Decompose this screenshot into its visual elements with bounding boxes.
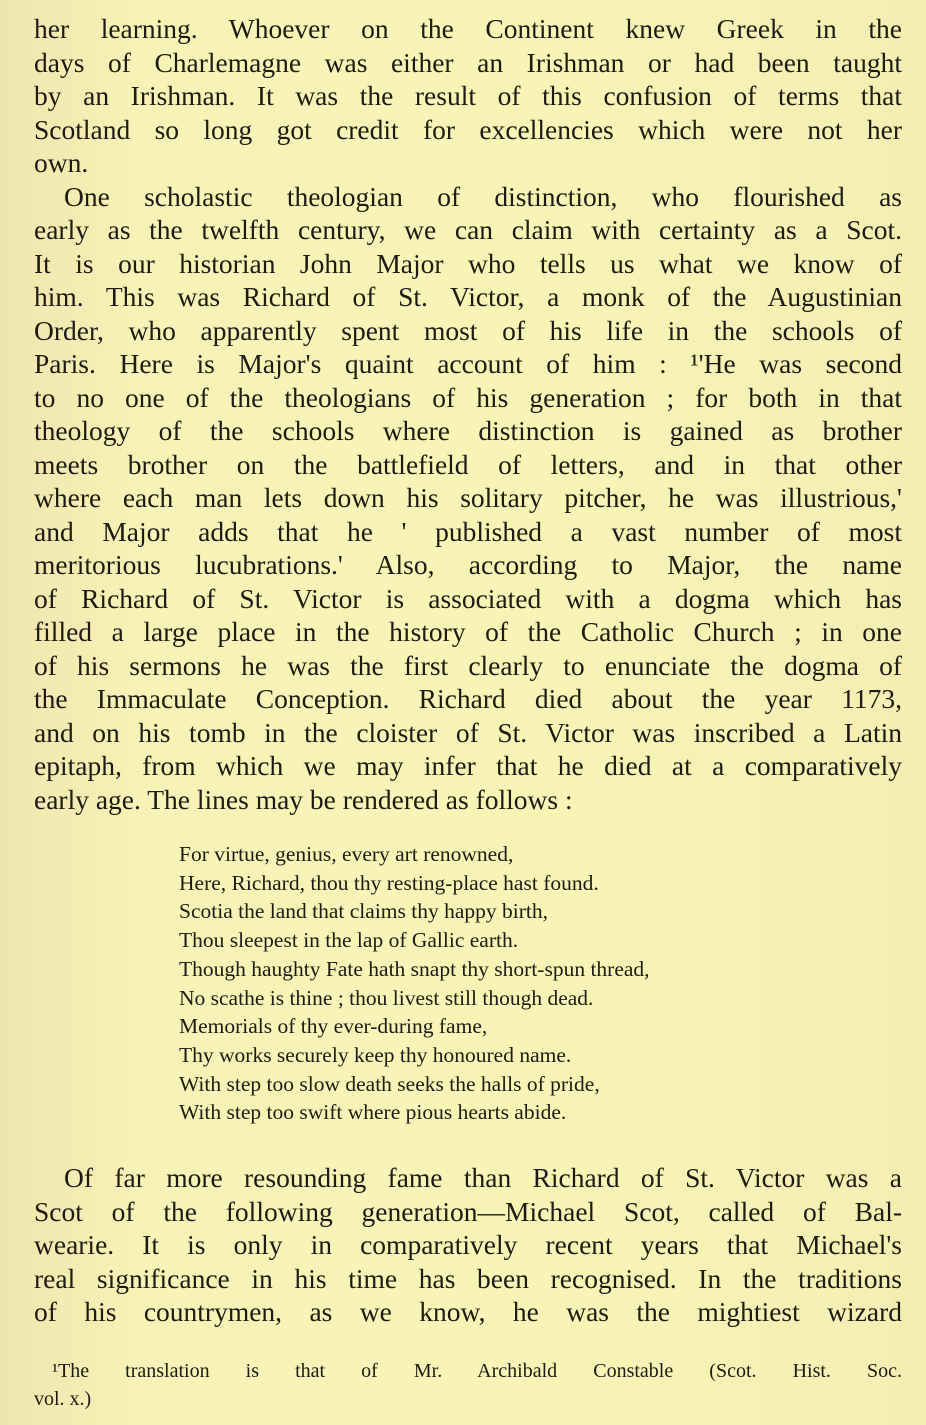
text-line: filled a large place in the history of the Catholic Church ; in one (34, 616, 902, 647)
text-line: Of far more resounding fame than Richard of St. Victor was a (64, 1162, 902, 1193)
verse-line: Thou sleepest in the lap of Gallic earth. (179, 928, 519, 953)
verse-line: Scotia the land that claims thy happy birth, (179, 899, 549, 924)
text-line: where each man lets down his solitary pitcher, he was illustrious,' (34, 482, 902, 513)
text-line: meritorious lucubrations.' Also, according to Major, the name (34, 549, 902, 580)
verse-line: Thy works securely keep thy honoured name. (179, 1042, 572, 1067)
text-line: of his sermons he was the first clearly to enunciate the dogma of (34, 649, 902, 681)
verse-line: For virtue, genius, every art renowned, (179, 842, 514, 866)
text-line: and Major adds that he ' published a vast number of most (34, 515, 902, 547)
verse-line: Memorials of thy ever-during fame, (179, 1014, 488, 1039)
verse-line: With step too swift where pious hearts abide. (179, 1100, 567, 1125)
text-line: her learning. Whoever on the Continent knew Greek in the (34, 13, 902, 44)
text-line: theology of the schools where distinction is gained as brother (34, 415, 902, 446)
text-line: Scotland so long got credit for excellencies which were not her (34, 113, 902, 145)
text-line: the Immaculate Conception. Richard died about the year 1173, (34, 683, 902, 714)
verse-line: No scathe is thine ; thou livest still though dead. (179, 985, 594, 1010)
text-line: of Richard of St. Victor is associated with a dogma which has (34, 582, 902, 614)
text-line: early age. The lines may be rendered as follows : (34, 783, 573, 815)
verse-line: With step too slow death seeks the halls of pride, (179, 1071, 600, 1096)
text-line: Order, who apparently spent most of his life in the schools of (34, 314, 902, 346)
text-line: Paris. Here is Major's quaint account of him : ¹'He was second (34, 348, 902, 379)
text-line: days of Charlemagne was either an Irishman or had been taught (34, 46, 902, 78)
text-line: epitaph, from which we may infer that he died at a comparatively (34, 750, 902, 781)
text-line: and on his tomb in the cloister of St. Victor was inscribed a Latin (34, 716, 902, 748)
text-line: by an Irishman. It was the result of this confusion of terms that (34, 80, 902, 111)
verse-line: Though haughty Fate hath snapt thy short-spun thread, (179, 956, 650, 981)
text-line: wearie. It is only in comparatively recent years that Michael's (34, 1229, 902, 1260)
text-line: own. (34, 147, 89, 178)
footnote-line: vol. x.) (34, 1388, 92, 1410)
text-line: meets brother on the battlefield of letters, and in that other (34, 448, 902, 480)
text-line: early as the twelfth century, we can claim with certainty as a Scot. (34, 214, 902, 245)
verse-line: Here, Richard, thou thy resting-place hast found. (179, 870, 599, 895)
text-line: of his countrymen, as we know, he was the mightiest wizard (34, 1296, 902, 1327)
text-line: Scot of the following generation—Michael Scot, called of Bal- (34, 1195, 902, 1227)
text-line: him. This was Richard of St. Victor, a monk of the Augustinian (34, 281, 902, 312)
text-line: It is our historian John Major who tells us what we know of (34, 247, 902, 279)
footnote-line: ¹The translation is that of Mr. Archibald Constable (Scot. Hist. Soc. (52, 1360, 902, 1382)
text-line: real significance in his time has been recognised. In the traditions (34, 1262, 902, 1294)
text-line: One scholastic theologian of distinction, who flourished as (64, 180, 902, 212)
text-line: to no one of the theologians of his generation ; for both in that (34, 381, 902, 413)
